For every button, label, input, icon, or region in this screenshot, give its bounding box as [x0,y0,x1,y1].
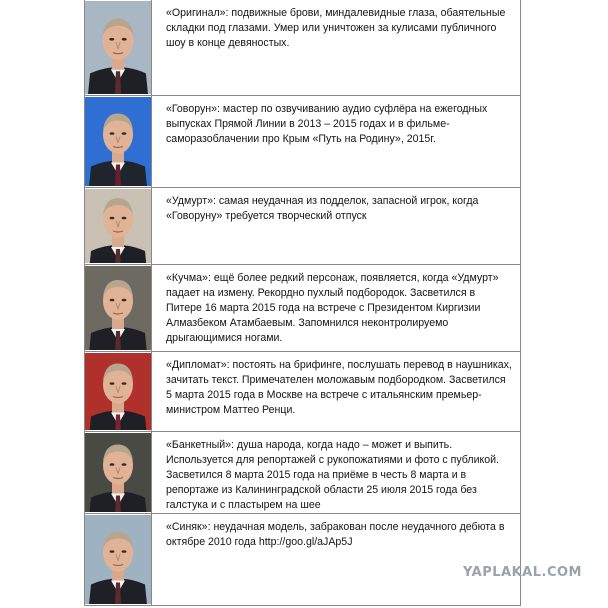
column-divider [151,188,152,264]
portrait-original-icon [85,1,151,94]
row-description: «Удмурт»: самая неудачная из подделок, запасной игрок, когда «Говоруну» требуется творческий отпуск [166,195,479,222]
portrait-banketny-icon [85,433,151,512]
row-description: «Синяк»: неудачная модель, забракован после неудачного дебюта в октябре 2010 года http://goo.gl/aJAp5J [166,521,505,548]
column-divider [151,514,152,605]
table-row [85,432,520,514]
row-description: «Говорун»: мастер по озвучиванию аудио суфлёра на ежегодных выпусках Прямой Линии в 2013 – 2015 годах и в фильме-саморазоблачении про Крым «Путь на Родину», 2015г. [166,103,488,145]
row-description: «Дипломат»: постоять на брифинге, послушать перевод в наушниках, зачитать текст. Примечателен моложавым подбородком. Засветился 5 марта 2015 года в Москве на встрече с итальянским премьер-министром Маттео Ренци. [166,359,512,416]
table-row [85,514,520,606]
portrait-govorun-icon [85,97,151,186]
column-divider [151,0,152,95]
row-description: «Оригинал»: подвижные брови, миндалевидные глаза, обаятельные складки под глазами. Умер или уничтожен за кулисами публичного шоу в конце девяностых. [166,7,506,49]
row-description: «Банкетный»: душа народа, когда надо – может и выпить. Используется для репортажей с рукопожатиями и фото с публикой. Засветился 8 марта 2015 года на приёме в честь 8 марта и в репортаже из Калининградской области 25 июля 2015 года без галстука и с пластырем на шее [166,439,500,511]
column-divider [151,352,152,431]
comparison-table [84,0,521,606]
table-row [85,96,520,188]
watermark: YAPLAKAL.COM [463,565,582,580]
portrait-kuchma-icon [85,266,151,350]
portrait-sinyak-icon [85,515,151,604]
column-divider [151,265,152,351]
column-divider [151,432,152,513]
portrait-diplomat-icon [85,353,151,430]
table-row [85,188,520,265]
table-row [85,352,520,432]
column-divider [151,96,152,187]
row-description: «Кучма»: ещё более редкий персонаж, появляется, когда «Удмурт» падает на измену. Рекордно пухлый подбородок. Засветился в Питере 16 марта 2015 года на встрече с Президентом Киргизии Алмазбеком Атамбаевым. Запомнился неконтролируемо дрыгающимися ногами. [166,272,499,344]
table-row [85,265,520,352]
portrait-udmurt-icon [85,189,151,263]
table-row [85,0,520,96]
